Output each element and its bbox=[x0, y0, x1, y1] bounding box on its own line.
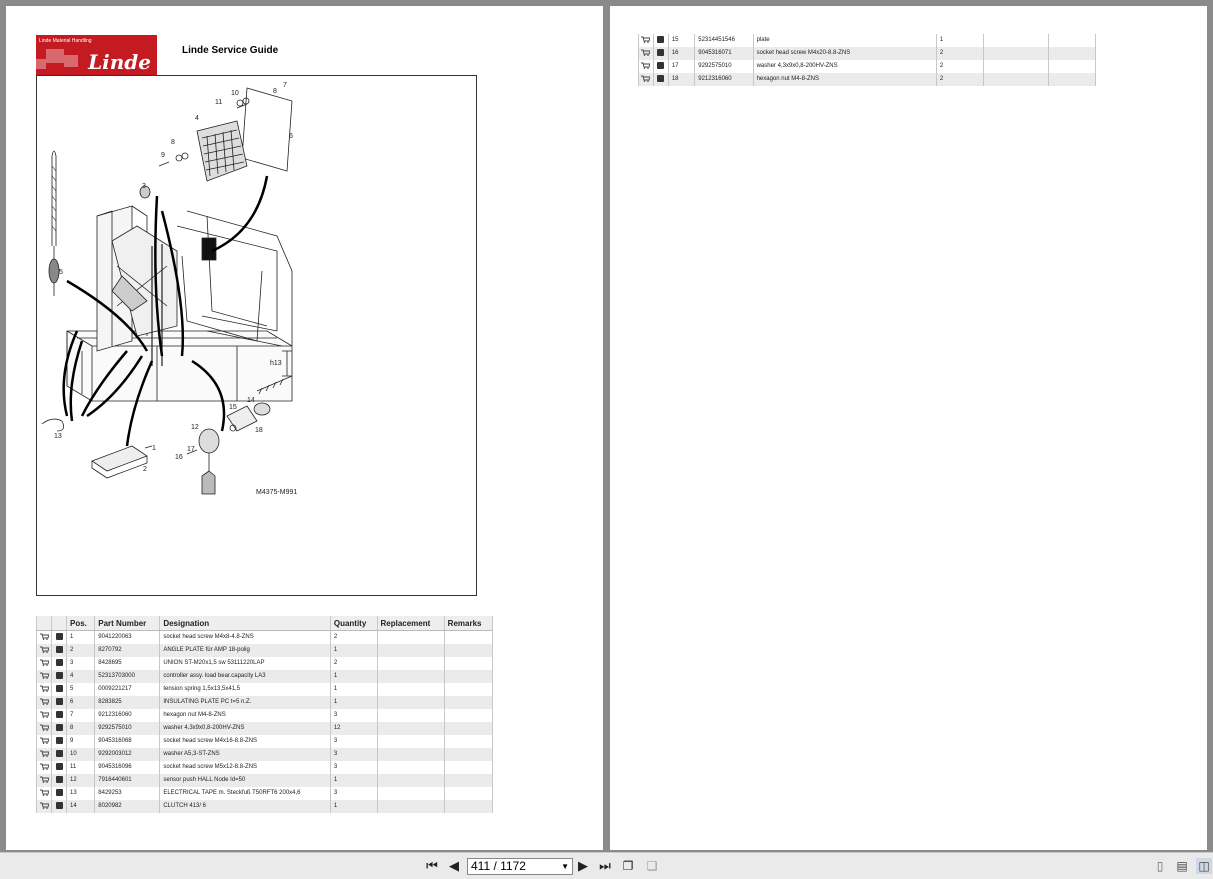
cell-replacement bbox=[377, 774, 444, 787]
cell-pos: 2 bbox=[67, 644, 95, 657]
copy-icon[interactable]: ❑ bbox=[646, 859, 658, 873]
bag-cell[interactable] bbox=[52, 748, 67, 761]
cell-replacement bbox=[377, 748, 444, 761]
cell-designation: UNION ST-M20x1,5 sw 53111220LAP bbox=[160, 657, 331, 670]
callout-label: 10 bbox=[231, 90, 239, 97]
cell-replacement bbox=[377, 800, 444, 813]
table-row bbox=[37, 722, 493, 735]
callout-label: 1 bbox=[152, 445, 156, 452]
table-row bbox=[37, 657, 493, 670]
cell-replacement bbox=[377, 722, 444, 735]
callout-label: 8 bbox=[171, 139, 175, 146]
cell-part-number: 7916440601 bbox=[95, 774, 160, 787]
two-page-view-icon[interactable]: ◫ bbox=[1196, 858, 1212, 874]
next-page-icon[interactable]: ▶ bbox=[578, 858, 588, 873]
cell-remarks bbox=[444, 657, 492, 670]
add-to-cart-cell[interactable] bbox=[37, 748, 52, 761]
cell-quantity: 1 bbox=[330, 644, 377, 657]
callout-label: 15 bbox=[229, 404, 237, 411]
bag-column-header bbox=[52, 616, 67, 631]
cell-designation: ANGLE PLATE für AMP 18-polig bbox=[160, 644, 331, 657]
cart-icon[interactable] bbox=[40, 672, 49, 679]
table-row bbox=[37, 774, 493, 787]
bag-cell[interactable] bbox=[52, 722, 67, 735]
cart-icon[interactable] bbox=[40, 698, 49, 705]
cell-designation: ELECTRICAL TAPE m. Steckfuß T50RFT6 200x4,6 bbox=[160, 787, 331, 800]
bag-cell[interactable] bbox=[52, 683, 67, 696]
col-part-number: Part Number bbox=[95, 616, 160, 631]
cell-quantity: 1 bbox=[330, 670, 377, 683]
cell-remarks bbox=[444, 800, 492, 813]
bag-icon[interactable] bbox=[56, 685, 63, 692]
add-to-cart-cell[interactable] bbox=[37, 683, 52, 696]
cell-remarks bbox=[1048, 73, 1095, 86]
cell-replacement bbox=[984, 73, 1048, 86]
cell-part-number: 8270792 bbox=[95, 644, 160, 657]
add-to-cart-cell[interactable] bbox=[37, 787, 52, 800]
add-to-cart-cell[interactable] bbox=[37, 631, 52, 645]
callout-label: 13 bbox=[54, 433, 62, 440]
cart-icon[interactable] bbox=[40, 763, 49, 770]
cart-icon[interactable] bbox=[40, 659, 49, 666]
cell-pos: 17 bbox=[668, 60, 694, 73]
bag-cell[interactable] bbox=[52, 644, 67, 657]
cell-remarks bbox=[444, 722, 492, 735]
cell-designation: tension spring 1,5x13,5x41,5 bbox=[160, 683, 331, 696]
callout-label: 5 bbox=[59, 269, 63, 276]
cell-pos: 14 bbox=[67, 800, 95, 813]
figure-code: M4375-M991 bbox=[256, 489, 298, 496]
cell-pos: 9 bbox=[67, 735, 95, 748]
cell-pos: 10 bbox=[67, 748, 95, 761]
bag-icon[interactable] bbox=[56, 698, 63, 705]
cell-pos: 18 bbox=[668, 73, 694, 86]
add-to-cart-cell[interactable] bbox=[639, 73, 654, 86]
add-to-cart-cell[interactable] bbox=[37, 800, 52, 813]
exploded-parts-diagram bbox=[36, 75, 477, 596]
bag-icon[interactable] bbox=[56, 724, 63, 731]
cell-designation: socket head screw M4x20-8.8-ZNS bbox=[753, 47, 936, 60]
cell-part-number: 9292575010 bbox=[95, 722, 160, 735]
cart-icon[interactable] bbox=[40, 789, 49, 796]
add-to-cart-cell[interactable] bbox=[37, 696, 52, 709]
bag-cell[interactable] bbox=[653, 34, 668, 47]
cell-part-number: 8429253 bbox=[95, 787, 160, 800]
bag-icon[interactable] bbox=[56, 750, 63, 757]
add-to-cart-cell[interactable] bbox=[37, 644, 52, 657]
cell-designation: INSULATING PLATE PC t=5 n.Z. bbox=[160, 696, 331, 709]
cell-quantity: 1 bbox=[330, 683, 377, 696]
callout-label: 12 bbox=[191, 424, 199, 431]
table-row bbox=[37, 761, 493, 774]
bag-cell[interactable] bbox=[52, 774, 67, 787]
cell-remarks bbox=[444, 787, 492, 800]
add-to-cart-cell[interactable] bbox=[37, 722, 52, 735]
col-pos: Pos. bbox=[67, 616, 95, 631]
cell-pos: 12 bbox=[67, 774, 95, 787]
cell-part-number: 52314451546 bbox=[695, 34, 753, 47]
cell-remarks bbox=[444, 644, 492, 657]
bag-cell[interactable] bbox=[653, 73, 668, 86]
callout-label: 6 bbox=[289, 133, 293, 140]
last-page-icon[interactable]: ⏭ bbox=[599, 858, 611, 873]
callout-label: 2 bbox=[143, 466, 147, 473]
cell-replacement bbox=[984, 60, 1048, 73]
add-to-cart-cell[interactable] bbox=[37, 709, 52, 722]
cell-remarks bbox=[444, 670, 492, 683]
document-page-left bbox=[6, 6, 603, 850]
cell-pos: 13 bbox=[67, 787, 95, 800]
dropdown-icon[interactable]: ▼ bbox=[561, 862, 569, 871]
bag-cell[interactable] bbox=[52, 631, 67, 645]
cell-replacement bbox=[377, 683, 444, 696]
cell-quantity: 2 bbox=[330, 631, 377, 645]
cart-icon[interactable] bbox=[40, 737, 49, 744]
bag-cell[interactable] bbox=[52, 800, 67, 813]
callout-label: 7 bbox=[283, 82, 287, 89]
cell-quantity: 2 bbox=[936, 73, 983, 86]
cell-remarks bbox=[444, 748, 492, 761]
cell-designation: socket head screw M4x8-4.8-ZNS bbox=[160, 631, 331, 645]
parts-table-continued bbox=[638, 34, 1096, 86]
table-row bbox=[37, 748, 493, 761]
cell-remarks bbox=[444, 696, 492, 709]
table-row bbox=[37, 735, 493, 748]
cell-pos: 6 bbox=[67, 696, 95, 709]
cell-part-number: 9292003012 bbox=[95, 748, 160, 761]
bag-cell[interactable] bbox=[52, 709, 67, 722]
page-number-input[interactable] bbox=[467, 858, 573, 875]
cell-replacement bbox=[377, 657, 444, 670]
cart-icon[interactable] bbox=[40, 711, 49, 718]
cell-replacement bbox=[984, 47, 1048, 60]
continuous-view-icon[interactable]: ▤ bbox=[1176, 859, 1188, 873]
cell-replacement bbox=[377, 787, 444, 800]
cell-remarks bbox=[444, 683, 492, 696]
col-replacement: Replacement bbox=[377, 616, 444, 631]
bag-icon[interactable] bbox=[56, 659, 63, 666]
callout-label: 4 bbox=[195, 115, 199, 122]
cell-part-number: 8428695 bbox=[95, 657, 160, 670]
table-header-row bbox=[37, 616, 493, 631]
table-row bbox=[37, 644, 493, 657]
cell-designation: CLUTCH 413/ 6 bbox=[160, 800, 331, 813]
cell-part-number: 52313703000 bbox=[95, 670, 160, 683]
callout-label: 8 bbox=[273, 88, 277, 95]
cell-replacement bbox=[377, 670, 444, 683]
guide-title: Linde Service Guide bbox=[182, 45, 279, 56]
bag-icon[interactable] bbox=[56, 633, 63, 640]
cell-remarks bbox=[1048, 47, 1095, 60]
bag-icon[interactable] bbox=[56, 776, 63, 783]
table-row bbox=[639, 34, 1096, 47]
cell-remarks bbox=[444, 709, 492, 722]
parts-table bbox=[36, 616, 493, 813]
add-to-cart-cell[interactable] bbox=[37, 774, 52, 787]
cell-pos: 3 bbox=[67, 657, 95, 670]
cell-quantity: 3 bbox=[330, 735, 377, 748]
prev-page-icon[interactable]: ◀ bbox=[449, 858, 459, 873]
bag-icon[interactable] bbox=[56, 737, 63, 744]
table-row bbox=[639, 60, 1096, 73]
cart-icon[interactable] bbox=[40, 646, 49, 653]
bag-icon[interactable] bbox=[56, 789, 63, 796]
cell-pos: 7 bbox=[67, 709, 95, 722]
table-row bbox=[37, 709, 493, 722]
cell-remarks bbox=[444, 735, 492, 748]
page-number-value: 411 / 1172 bbox=[471, 859, 526, 873]
bag-cell[interactable] bbox=[52, 761, 67, 774]
cell-quantity: 3 bbox=[330, 748, 377, 761]
cell-remarks bbox=[444, 631, 492, 645]
callout-label: 18 bbox=[255, 427, 263, 434]
cell-replacement bbox=[377, 709, 444, 722]
col-remarks: Remarks bbox=[444, 616, 492, 631]
table-row bbox=[639, 73, 1096, 86]
cell-remarks bbox=[1048, 60, 1095, 73]
cell-pos: 11 bbox=[67, 761, 95, 774]
viewer-toolbar bbox=[0, 852, 1213, 879]
cart-icon[interactable] bbox=[641, 36, 650, 43]
bag-cell[interactable] bbox=[52, 670, 67, 683]
callout-label: 14 bbox=[247, 397, 255, 404]
cell-designation: controller assy. load bear.capacity LA3 bbox=[160, 670, 331, 683]
callout-label: 9 bbox=[161, 152, 165, 159]
cell-quantity: 1 bbox=[330, 696, 377, 709]
cell-part-number: 9292575010 bbox=[695, 60, 753, 73]
cart-icon[interactable] bbox=[40, 776, 49, 783]
cell-part-number: 9045316096 bbox=[95, 761, 160, 774]
cell-replacement bbox=[377, 735, 444, 748]
brand-small-text: Linde Material Handling bbox=[39, 38, 92, 44]
table-row bbox=[37, 800, 493, 813]
add-to-cart-cell[interactable] bbox=[639, 34, 654, 47]
cell-designation: plate bbox=[753, 34, 936, 47]
bag-cell[interactable] bbox=[52, 787, 67, 800]
table-row bbox=[37, 631, 493, 645]
cell-designation: socket head screw M4x16-8.8-ZNS bbox=[160, 735, 331, 748]
cell-part-number: 9045316068 bbox=[95, 735, 160, 748]
single-page-view-icon[interactable]: ▯ bbox=[1156, 859, 1164, 873]
cart-icon[interactable] bbox=[641, 49, 650, 56]
cell-replacement bbox=[984, 34, 1048, 47]
cell-part-number: 9212316060 bbox=[695, 73, 753, 86]
cart-icon[interactable] bbox=[40, 633, 49, 640]
callout-label: 3 bbox=[142, 183, 146, 190]
cell-designation: hexagon nut M4-8-ZNS bbox=[753, 73, 936, 86]
table-row bbox=[639, 47, 1096, 60]
cell-quantity: 1 bbox=[936, 34, 983, 47]
cell-pos: 8 bbox=[67, 722, 95, 735]
cell-pos: 1 bbox=[67, 631, 95, 645]
callout-label: 16 bbox=[175, 454, 183, 461]
cell-remarks bbox=[1048, 34, 1095, 47]
callout-label: 11 bbox=[215, 99, 223, 106]
add-to-cart-cell[interactable] bbox=[639, 47, 654, 60]
cell-quantity: 3 bbox=[330, 787, 377, 800]
bag-icon[interactable] bbox=[657, 62, 664, 69]
bag-icon[interactable] bbox=[56, 646, 63, 653]
cart-column-header bbox=[37, 616, 52, 631]
cell-designation: washer 4,3x9x0,8-200HV-ZNS bbox=[753, 60, 936, 73]
cell-remarks bbox=[444, 774, 492, 787]
bag-cell[interactable] bbox=[52, 696, 67, 709]
table-row bbox=[37, 696, 493, 709]
bag-icon[interactable] bbox=[657, 36, 664, 43]
bag-cell[interactable] bbox=[653, 60, 668, 73]
cell-replacement bbox=[377, 696, 444, 709]
add-to-cart-cell[interactable] bbox=[37, 657, 52, 670]
add-to-cart-cell[interactable] bbox=[639, 60, 654, 73]
cell-quantity: 1 bbox=[330, 774, 377, 787]
callout-label: h13 bbox=[270, 360, 282, 367]
cell-pos: 4 bbox=[67, 670, 95, 683]
cell-designation: washer 4,3x9x0,8-200HV-ZNS bbox=[160, 722, 331, 735]
bag-icon[interactable] bbox=[56, 711, 63, 718]
cell-quantity: 12 bbox=[330, 722, 377, 735]
bag-icon[interactable] bbox=[56, 763, 63, 770]
cell-designation: hexagon nut M4-8-ZNS bbox=[160, 709, 331, 722]
cell-part-number: 9041220063 bbox=[95, 631, 160, 645]
cell-designation: sensor push HALL Node Id=50 bbox=[160, 774, 331, 787]
cell-replacement bbox=[377, 631, 444, 645]
cell-quantity: 2 bbox=[936, 47, 983, 60]
cart-icon[interactable] bbox=[40, 750, 49, 757]
table-row bbox=[37, 670, 493, 683]
cell-quantity: 2 bbox=[936, 60, 983, 73]
bag-icon[interactable] bbox=[657, 49, 664, 56]
cell-part-number: 8283825 bbox=[95, 696, 160, 709]
cell-part-number: 0009221217 bbox=[95, 683, 160, 696]
cart-icon[interactable] bbox=[641, 62, 650, 69]
cart-icon[interactable] bbox=[40, 685, 49, 692]
cell-part-number: 9212316060 bbox=[95, 709, 160, 722]
fit-page-icon[interactable]: ❐ bbox=[622, 859, 634, 873]
bag-cell[interactable] bbox=[52, 657, 67, 670]
cell-part-number: 9045316071 bbox=[695, 47, 753, 60]
cell-pos: 15 bbox=[668, 34, 694, 47]
cell-remarks bbox=[444, 761, 492, 774]
cell-quantity: 2 bbox=[330, 657, 377, 670]
bag-icon[interactable] bbox=[56, 672, 63, 679]
cell-quantity: 3 bbox=[330, 761, 377, 774]
table-row bbox=[37, 683, 493, 696]
cart-icon[interactable] bbox=[40, 802, 49, 809]
linde-logo bbox=[36, 35, 157, 75]
cell-designation: washer A5,3-ST-ZNS bbox=[160, 748, 331, 761]
col-designation: Designation bbox=[160, 616, 331, 631]
cell-part-number: 8020982 bbox=[95, 800, 160, 813]
cart-icon[interactable] bbox=[641, 75, 650, 82]
add-to-cart-cell[interactable] bbox=[37, 761, 52, 774]
brand-text: Linde bbox=[88, 50, 151, 74]
bag-icon[interactable] bbox=[657, 75, 664, 82]
bag-cell[interactable] bbox=[52, 735, 67, 748]
cell-quantity: 3 bbox=[330, 709, 377, 722]
cell-quantity: 1 bbox=[330, 800, 377, 813]
cell-designation: socket head screw M5x12-8.8-ZNS bbox=[160, 761, 331, 774]
bag-cell[interactable] bbox=[653, 47, 668, 60]
table-row bbox=[37, 787, 493, 800]
first-page-icon[interactable]: ⏮ bbox=[426, 858, 438, 873]
document-page-right bbox=[610, 6, 1207, 850]
col-quantity: Quantity bbox=[330, 616, 377, 631]
cell-replacement bbox=[377, 761, 444, 774]
bag-icon[interactable] bbox=[56, 802, 63, 809]
diagram-drawing bbox=[37, 76, 476, 595]
add-to-cart-cell[interactable] bbox=[37, 670, 52, 683]
cell-pos: 5 bbox=[67, 683, 95, 696]
callout-label: 17 bbox=[187, 446, 195, 453]
add-to-cart-cell[interactable] bbox=[37, 735, 52, 748]
cell-replacement bbox=[377, 644, 444, 657]
cart-icon[interactable] bbox=[40, 724, 49, 731]
cell-pos: 16 bbox=[668, 47, 694, 60]
